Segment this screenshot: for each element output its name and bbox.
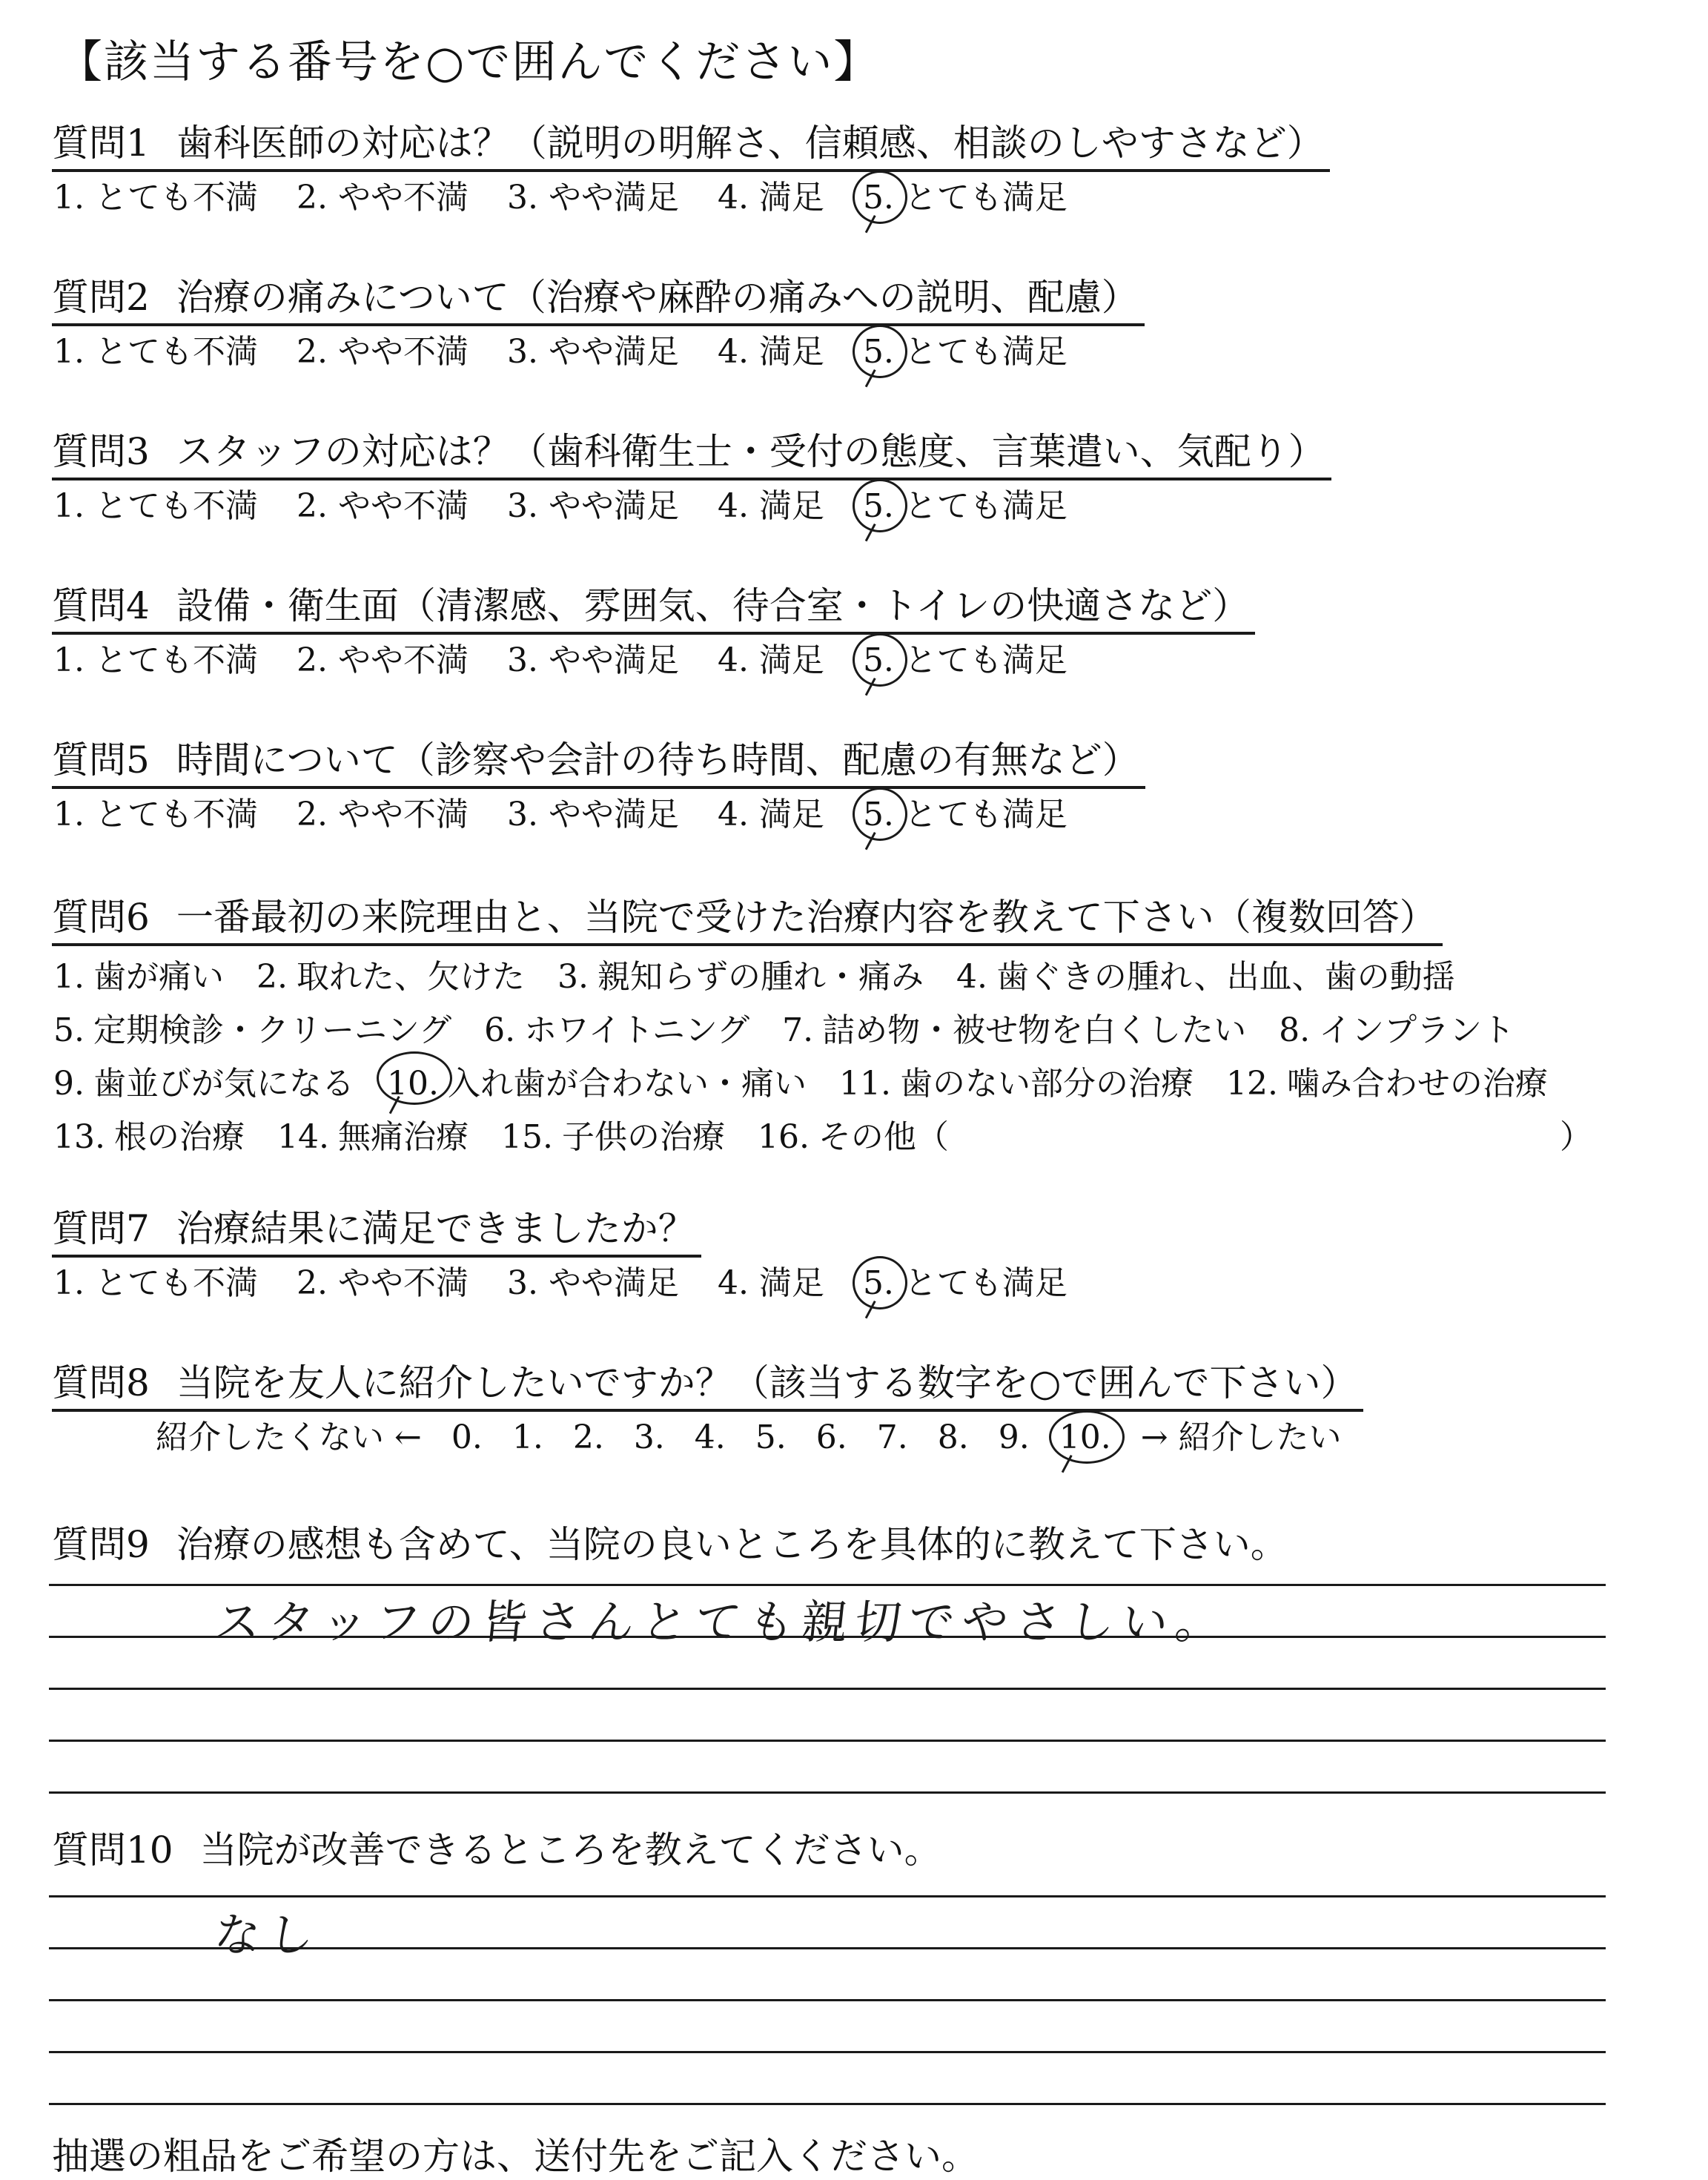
option-label: 無痛治療	[337, 1118, 469, 1156]
footer-note: 抽選の粗品をご希望の方は、送付先をご記入ください。	[52, 2135, 979, 2178]
question-title	[52, 1204, 701, 1258]
option-label: 入れ歯が合わない・痛い	[447, 1065, 807, 1103]
scale-10-selected[interactable]: 10.	[1059, 1416, 1111, 1459]
option-label: やや不満	[337, 796, 469, 833]
option-label: やや満足	[548, 487, 679, 525]
option-1[interactable]	[53, 331, 258, 374]
reason-option-8[interactable]	[1279, 1004, 1515, 1057]
option-label: 子供の治療	[561, 1118, 725, 1156]
option-3[interactable]	[507, 793, 679, 836]
option-number: 1.	[53, 641, 85, 679]
question-text: 治療結果に満足できましたか？	[176, 1207, 695, 1250]
option-label: ホワイトニング	[524, 1011, 750, 1049]
question-label: 質問10	[52, 1829, 173, 1872]
question-label: 質問9	[52, 1523, 150, 1566]
option-number: 4.	[717, 641, 749, 679]
question-4	[52, 581, 1255, 682]
answer-scale	[52, 331, 1145, 374]
option-number: 16.	[757, 1118, 810, 1156]
option-label: やや不満	[337, 179, 469, 217]
option-5-selected[interactable]	[863, 331, 1068, 374]
question-9	[52, 1520, 1294, 1570]
scale-6[interactable]: 6.	[815, 1418, 847, 1456]
page-header: 【該当する番号を○で囲んでください】	[58, 36, 880, 88]
option-3[interactable]	[507, 485, 679, 528]
option-number: 1.	[53, 796, 85, 833]
reason-option-6[interactable]	[484, 1004, 749, 1057]
reason-option-11[interactable]	[839, 1057, 1194, 1111]
scale-1[interactable]: 1.	[512, 1418, 543, 1456]
question-3	[52, 427, 1331, 528]
option-3[interactable]	[507, 639, 679, 682]
question-text: 一番最初の来院理由と、当院で受けた治療内容を教えて下さい（複数回答）	[176, 896, 1437, 939]
reason-option-15[interactable]	[501, 1111, 725, 1164]
reason-options	[52, 951, 1592, 1164]
option-1[interactable]	[53, 793, 258, 836]
handwritten-answer-q9: スタッフの皆さんとても親切でやさしい。	[211, 1595, 1232, 1649]
option-number: 15.	[500, 1118, 553, 1156]
option-label: やや満足	[548, 333, 679, 371]
question-label: 質問6	[52, 896, 150, 939]
option-1[interactable]	[53, 1262, 258, 1305]
option-number: 7.	[782, 1011, 814, 1049]
question-text: 歯科医師の対応は？（説明の明解さ、信頼感、相談のしやすさなど）	[176, 122, 1324, 165]
question-10	[52, 1826, 947, 1876]
option-number: 2.	[296, 487, 328, 525]
option-number: 4.	[956, 958, 987, 996]
reason-option-12[interactable]	[1226, 1057, 1548, 1111]
question-6	[52, 893, 1592, 1164]
question-label: 質問8	[52, 1361, 150, 1404]
option-label: とても不満	[94, 179, 258, 217]
recommend-scale	[52, 1416, 1363, 1459]
question-text: 設備・衛生面（清潔感、雰囲気、待合室・トイレの快適さなど）	[176, 584, 1250, 627]
option-label: 満足	[758, 641, 824, 679]
option-label: やや不満	[337, 1264, 469, 1302]
scale-3[interactable]: 3.	[633, 1418, 665, 1456]
option-2[interactable]	[297, 485, 469, 528]
reason-option-3[interactable]	[557, 951, 924, 1004]
option-label: 歯並びが気になる	[93, 1065, 354, 1103]
scale-7[interactable]: 7.	[876, 1418, 908, 1456]
option-1[interactable]	[53, 639, 258, 682]
option-number: 3.	[557, 958, 589, 996]
question-title	[52, 119, 1330, 172]
option-number: 3.	[506, 1264, 538, 1302]
option-number: 3.	[506, 487, 538, 525]
option-number: 1.	[53, 1264, 85, 1302]
question-title	[52, 1358, 1363, 1412]
scale-4[interactable]: 4.	[694, 1418, 726, 1456]
option-number: 11.	[838, 1065, 891, 1103]
option-number: 2.	[296, 179, 328, 217]
question-label: 質問4	[52, 584, 150, 627]
option-number: 2.	[296, 796, 328, 833]
reason-option-9[interactable]	[53, 1057, 354, 1111]
scale-left-label: 紹介したくない ←	[156, 1418, 422, 1456]
option-number: 1.	[53, 333, 85, 371]
options-row	[53, 1057, 1592, 1111]
option-4[interactable]	[718, 331, 824, 374]
option-5-selected[interactable]	[863, 1262, 1068, 1305]
selected-circle-mark: 5.	[863, 331, 894, 374]
option-4[interactable]	[718, 485, 824, 528]
reason-option-2[interactable]	[256, 951, 525, 1004]
option-label: 親知らずの腫れ・痛み	[597, 958, 924, 996]
scale-0[interactable]: 0.	[451, 1418, 483, 1456]
question-title	[52, 893, 1443, 946]
option-4[interactable]	[718, 1262, 824, 1305]
reason-option-14[interactable]	[277, 1111, 469, 1164]
option-label: とても満足	[904, 641, 1068, 679]
scale-2[interactable]: 2.	[572, 1418, 604, 1456]
option-label: 取れた、欠けた	[296, 958, 525, 996]
option-2[interactable]	[297, 176, 469, 219]
option-number: 12.	[1225, 1065, 1278, 1103]
option-label: とても満足	[904, 1264, 1068, 1302]
option-5-selected[interactable]	[863, 176, 1068, 219]
option-number: 1.	[53, 487, 85, 525]
question-1	[52, 119, 1330, 219]
option-label: とても満足	[904, 179, 1068, 217]
question-title	[52, 427, 1331, 480]
answer-scale	[52, 793, 1145, 836]
selected-circle-mark: 5.	[863, 1262, 894, 1305]
option-3[interactable]	[507, 331, 679, 374]
option-label: 根の治療	[113, 1118, 245, 1156]
option-number: 2.	[296, 333, 328, 371]
option-label: 歯が痛い	[93, 958, 224, 996]
option-label: 満足	[758, 333, 824, 371]
question-text: 治療の痛みについて（治療や麻酔の痛みへの説明、配慮）	[176, 276, 1139, 319]
option-number: 2.	[256, 958, 288, 996]
option-label: とても不満	[94, 1264, 258, 1302]
reason-option-16-other[interactable]	[758, 1111, 1592, 1164]
option-number: 4.	[717, 333, 749, 371]
writing-line	[49, 1688, 1606, 1690]
question-title	[52, 1520, 1294, 1570]
option-5-selected[interactable]	[863, 485, 1068, 528]
writing-line	[49, 2103, 1606, 2105]
option-number: 8.	[1279, 1011, 1311, 1049]
option-label: 歯のない部分の治療	[899, 1065, 1194, 1103]
reason-option-4[interactable]	[956, 951, 1455, 1004]
option-label: やや満足	[548, 179, 679, 217]
option-label: やや満足	[548, 1264, 679, 1302]
writing-line	[49, 1895, 1606, 1897]
question-title	[52, 736, 1145, 789]
option-label: やや満足	[548, 796, 679, 833]
question-text: スタッフの対応は？（歯科衛生士・受付の態度、言葉遣い、気配り）	[176, 430, 1325, 473]
option-label: 定期検診・クリーニング	[93, 1011, 452, 1049]
option-number: 4.	[717, 796, 749, 833]
option-number: 13.	[53, 1118, 105, 1156]
option-number: 2.	[296, 1264, 328, 1302]
question-8	[52, 1358, 1363, 1459]
scale-9[interactable]: 9.	[998, 1418, 1030, 1456]
option-2[interactable]	[297, 331, 469, 374]
option-1[interactable]	[53, 176, 258, 219]
option-number: 3.	[506, 796, 538, 833]
option-number: 1.	[53, 179, 85, 217]
scale-8[interactable]: 8.	[937, 1418, 969, 1456]
question-7	[52, 1204, 1068, 1305]
option-number: 4.	[717, 487, 749, 525]
option-label: とても満足	[904, 487, 1068, 525]
option-label: とても満足	[904, 333, 1068, 371]
question-text: 当院が改善できるところを教えてください。	[199, 1829, 941, 1872]
reason-option-1[interactable]	[53, 951, 224, 1004]
scale-5[interactable]: 5.	[755, 1418, 787, 1456]
reason-option-13[interactable]	[53, 1111, 245, 1164]
writing-line	[49, 1791, 1606, 1794]
option-number: 4.	[717, 1264, 749, 1302]
option-number: 6.	[484, 1011, 516, 1049]
option-label: とても不満	[94, 796, 258, 833]
option-label: 噛み合わせの治療	[1286, 1065, 1548, 1103]
question-text: 当院を友人に紹介したいですか？（該当する数字を○で囲んで下さい）	[176, 1361, 1358, 1404]
option-number: 3.	[506, 333, 538, 371]
selected-circle-mark: 10.	[387, 1057, 439, 1111]
option-2[interactable]	[297, 639, 469, 682]
option-label: 満足	[758, 179, 824, 217]
option-number: 14.	[277, 1118, 329, 1156]
question-label: 質問7	[52, 1207, 150, 1250]
option-label: 満足	[758, 487, 824, 525]
handwritten-answer-q10: なし	[211, 1908, 325, 1962]
question-text: 治療の感想も含めて、当院の良いところを具体的に教えて下さい。	[176, 1523, 1288, 1566]
option-label: とても不満	[94, 641, 258, 679]
option-2[interactable]	[297, 793, 469, 836]
option-5-selected[interactable]	[863, 793, 1068, 836]
option-number: 1.	[53, 958, 85, 996]
writing-line	[49, 1740, 1606, 1742]
question-label: 質問1	[52, 122, 150, 165]
option-label: インプラント	[1319, 1011, 1515, 1049]
question-title	[52, 581, 1255, 635]
option-number: 2.	[296, 641, 328, 679]
option-number: 3.	[506, 179, 538, 217]
writing-line	[49, 1999, 1606, 2001]
option-label: とても満足	[904, 796, 1068, 833]
writing-line	[49, 2051, 1606, 2053]
option-number: 3.	[506, 641, 538, 679]
options-row	[53, 1004, 1592, 1057]
options-row	[53, 1111, 1592, 1164]
option-label: やや不満	[337, 333, 469, 371]
scale-right-label: → 紹介したい	[1140, 1418, 1342, 1456]
option-5-selected[interactable]	[863, 639, 1068, 682]
question-label: 質問5	[52, 739, 150, 782]
question-title	[52, 273, 1145, 326]
reason-option-7[interactable]	[782, 1004, 1246, 1057]
selected-circle-mark: 5.	[863, 793, 894, 836]
option-label: やや不満	[337, 487, 469, 525]
option-3[interactable]	[507, 1262, 679, 1305]
question-label: 質問2	[52, 276, 150, 319]
option-label: 満足	[758, 796, 824, 833]
option-4[interactable]	[718, 176, 824, 219]
option-label: 歯ぐきの腫れ、出血、歯の動揺	[996, 958, 1455, 996]
question-5	[52, 736, 1145, 836]
option-label: その他（	[818, 1118, 949, 1156]
options-row	[53, 951, 1592, 1004]
reason-option-5[interactable]	[53, 1004, 451, 1057]
question-text: 時間について（診察や会計の待ち時間、配慮の有無など）	[176, 739, 1139, 782]
option-4[interactable]	[718, 639, 824, 682]
option-label: 詰め物・被せ物を白くしたい	[822, 1011, 1247, 1049]
answer-scale	[52, 485, 1331, 528]
option-label: とても不満	[94, 333, 258, 371]
selected-circle-mark: 5.	[863, 639, 894, 682]
answer-scale	[52, 1262, 1068, 1305]
question-2	[52, 273, 1145, 374]
option-number: 5.	[53, 1011, 85, 1049]
answer-scale	[52, 176, 1330, 219]
option-label: 満足	[758, 1264, 824, 1302]
option-label: とても不満	[94, 487, 258, 525]
close-paren: ）	[1559, 1118, 1592, 1156]
option-1[interactable]	[53, 485, 258, 528]
option-label: やや不満	[337, 641, 469, 679]
option-label: やや満足	[548, 641, 679, 679]
option-2[interactable]	[297, 1262, 469, 1305]
question-title	[52, 1826, 947, 1876]
option-4[interactable]	[718, 793, 824, 836]
answer-scale	[52, 639, 1255, 682]
selected-circle-mark: 5.	[863, 485, 894, 528]
selected-circle-mark: 5.	[863, 176, 894, 219]
option-number: 9.	[53, 1065, 85, 1103]
reason-option-10-selected[interactable]	[387, 1057, 807, 1111]
option-3[interactable]	[507, 176, 679, 219]
option-number: 4.	[717, 179, 749, 217]
question-label: 質問3	[52, 430, 150, 473]
